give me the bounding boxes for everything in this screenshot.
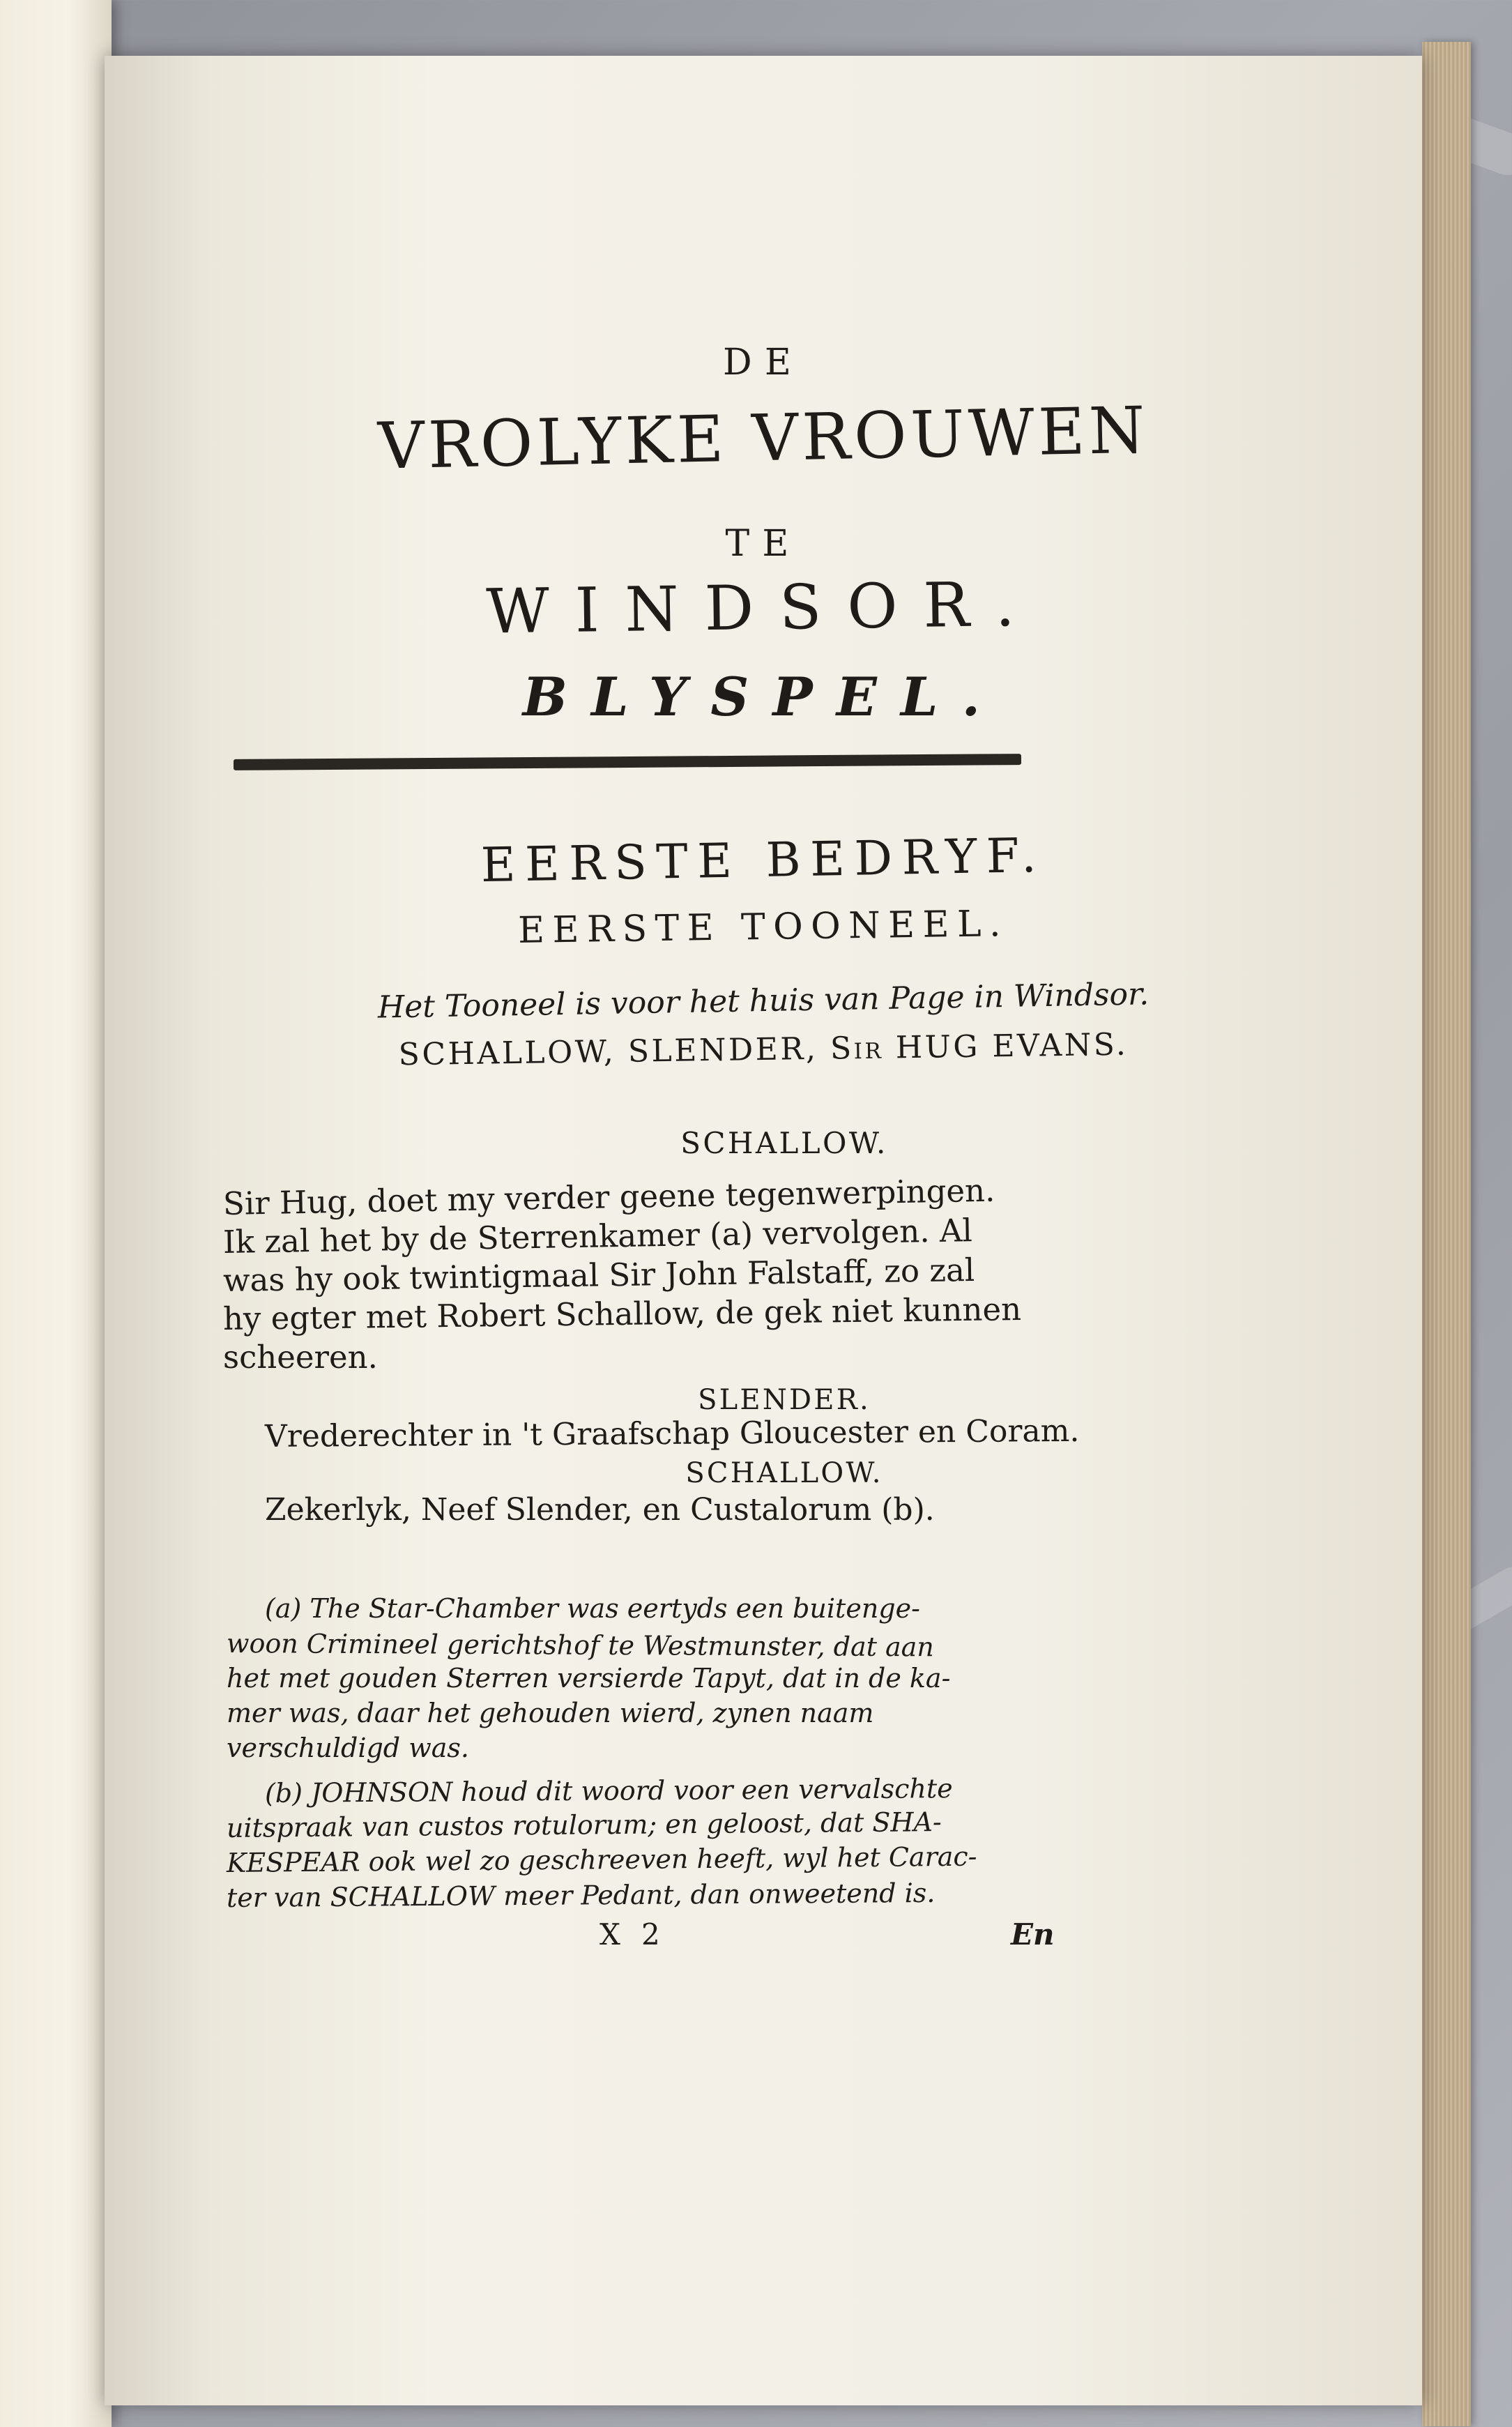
signature-mark: X 2 <box>600 1917 666 1952</box>
book-page <box>105 56 1422 2405</box>
dialogue-line: Zekerlyk, Neef Slender, en Custalorum (b). <box>265 1492 935 1528</box>
dialogue-line: Ik zal het by de Sterrenkamer (a) vervolgen. Al <box>222 1212 973 1261</box>
page-block-edge <box>1422 42 1471 2426</box>
left-page-edge <box>0 0 112 2427</box>
footnote-line: uitspraak van custos rotulorum; en geloost, dat SHA- <box>226 1806 942 1843</box>
footnote-line: KESPEAR ook wel zo geschreeven heeft, wyl het Carac- <box>226 1841 977 1878</box>
speaker-label: SLENDER. <box>698 1384 871 1416</box>
title-main: VROLYKE VROUWEN <box>377 393 1150 484</box>
footnote-line: woon Crimineel gerichtshof te Westmunster, dat aan <box>226 1628 934 1663</box>
title-genre: BLYSPEL. <box>522 666 1005 728</box>
dialogue-line: Sir Hug, doet my verder geene tegenwerpingen. <box>222 1171 995 1222</box>
act-heading: EERSTE BEDRYF. <box>480 828 1046 894</box>
title-article: DE <box>722 342 804 383</box>
title-rule <box>234 754 1021 770</box>
catchword: En <box>1011 1917 1055 1952</box>
dialogue-line: Vrederechter in 't Graafschap Gloucester en Coram. <box>264 1413 1080 1454</box>
footnote-line: het met gouden Sterren versierde Tapyt, dat in de ka- <box>227 1663 951 1694</box>
footnote-line: mer was, daar het gehouden wierd, zynen naam <box>227 1698 874 1728</box>
title-te: TE <box>725 523 802 565</box>
setting-line: Het Tooneel is voor het huis van Page in Windsor. <box>377 976 1150 1026</box>
dialogue-line: was hy ook twintigmaal Sir John Falstaff, zo zal <box>222 1251 975 1299</box>
footnote-line: verschuldigd was. <box>227 1733 469 1763</box>
speaker-label: SCHALLOW. <box>685 1457 883 1489</box>
dialogue-line: hy egter met Robert Schallow, de gek niet kunnen <box>222 1291 1022 1337</box>
title-place: WINDSOR. <box>485 568 1041 648</box>
dialogue-line: scheeren. <box>223 1339 378 1376</box>
scene-heading: EERSTE TOONEEL. <box>517 903 1009 952</box>
speaker-label: SCHALLOW. <box>680 1126 888 1160</box>
footnote-line: ter van SCHALLOW meer Pedant, dan onweetend is. <box>226 1877 936 1913</box>
characters-line: SCHALLOW, SLENDER, Sir HUG EVANS. <box>398 1026 1129 1073</box>
footnote-line: (a) The Star-Chamber was eertyds een buitenge- <box>265 1593 920 1624</box>
footnote-line: (b) JOHNSON houd dit woord voor een vervalschte <box>264 1773 953 1809</box>
